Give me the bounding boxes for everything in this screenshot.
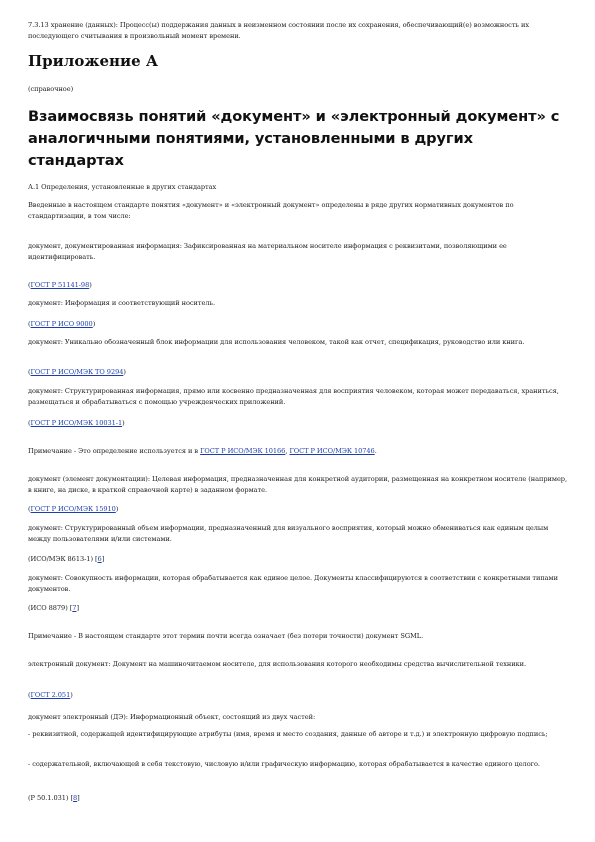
- appendix-note: (справочное): [28, 85, 74, 93]
- ref-close: ]: [76, 604, 79, 612]
- ref-open: (: [28, 368, 31, 376]
- ref-close: ): [89, 281, 92, 289]
- note-1: [28, 446, 568, 457]
- reference-2: [28, 319, 568, 330]
- standard-link[interactable]: ГОСТ Р ИСО/МЭК 10031-1: [30, 419, 123, 427]
- note-text: Примечание - Это определение используется и в: [28, 447, 201, 455]
- ref-close: ): [92, 320, 96, 328]
- ref-close: ): [70, 691, 73, 699]
- ref-open: (: [28, 505, 31, 513]
- ref-open: (: [28, 320, 31, 328]
- note-separator: ,: [285, 447, 290, 455]
- reference-3: [28, 367, 568, 378]
- intro-paragraph: Введенные в настоящем стандарте понятия «документ» и «электронный документ» определены в ряде других нормативных документов по стандартизации, в том числе:: [28, 201, 514, 220]
- ref-open: (: [28, 281, 31, 289]
- definition-4: документ: Структурированная информация, прямо или косвенно предназначенная для восприятия человеком, которая может передаваться, храниться, размещаться и обрабатываться с помощью учрежденческих приложений.: [28, 387, 559, 406]
- note-2: Примечание - В настоящем стандарте этот термин почти всегда означает (без потери точности) документ SGML.: [28, 632, 424, 640]
- bibliography-link[interactable]: 7: [72, 604, 77, 612]
- reference-4: [28, 418, 568, 429]
- reference-9: [28, 793, 568, 804]
- reference-8: [28, 690, 568, 701]
- definition-5: документ (элемент документации): Целевая информация, предназначенная для конкретной аудитории, размещенная на конкретном носителе (например, в книге, на диске, в краткой справочной карте) в заданном формате.: [28, 475, 568, 494]
- top-paragraph: 7.3.13 хранение (данных): Процесс(ы) поддержания данных в неизменном состоянии после их сохранения, обеспечивающий(е) возможность их последующего считывания в произвольный момент времени.: [28, 21, 530, 40]
- standard-link[interactable]: ГОСТ Р ИСО/МЭК 10746: [289, 447, 375, 455]
- bibliography-link[interactable]: 6: [97, 555, 102, 563]
- definition-6: документ: Структурированный объем информации, предназначенный для визуального восприятия, который можно обмениваться как единым целым между пользователями и/или системами.: [28, 524, 549, 543]
- definition-3: документ: Уникально обозначенный блок информации для использования человеком, такой как отчет, спецификация, руководство или книга.: [28, 338, 525, 346]
- standard-link[interactable]: ГОСТ Р ИСО 9000: [30, 320, 93, 328]
- main-heading: Взаимосвязь понятий «документ» и «электронный документ» с аналогичными понятиями, установленными в других стандартах: [28, 108, 560, 169]
- bullet-1: - реквизитной, содержащей идентифицирующие атрибуты (имя, время и место создания, данные об авторе и т.д.) и электронную цифровую подпись;: [28, 730, 548, 738]
- ref-open: (Р 50.1.031) [: [28, 794, 74, 802]
- bullet-2: - содержательной, включающей в себя текстовую, числовую и/или графическую информацию, которая обрабатывается в качестве единого целого.: [28, 760, 540, 768]
- section-title: А.1 Определения, установленные в других стандартах: [28, 183, 217, 191]
- appendix-title: Приложение А: [28, 52, 159, 70]
- reference-6: [28, 554, 568, 565]
- note-end: .: [374, 447, 377, 455]
- reference-1: [28, 280, 568, 291]
- ref-open: (ИСО 8879) [: [28, 604, 73, 612]
- standard-link[interactable]: ГОСТ Р ИСО/МЭК 10166: [200, 447, 286, 455]
- ref-open: (: [28, 691, 31, 699]
- ref-close: ]: [77, 794, 80, 802]
- standard-link[interactable]: ГОСТ 2.051: [30, 691, 71, 699]
- reference-5: [28, 504, 568, 515]
- ref-close: ): [115, 505, 119, 513]
- definition-2: документ: Информация и соответствующий носитель.: [28, 299, 216, 307]
- standard-link[interactable]: ГОСТ Р 51141-98: [30, 281, 90, 289]
- definition-7: документ: Совокупность информации, которая обрабатывается как единое целое. Документы классифицируются в соответствии с конкретными типами документов.: [28, 574, 558, 593]
- definition-8: электронный документ: Документ на машиночитаемом носителе, для использования которого необходимы средства вычислительной техники.: [28, 660, 527, 668]
- bibliography-link[interactable]: 8: [73, 794, 78, 802]
- ref-open: (ИСО/МЭК 8613-1) [: [28, 555, 98, 563]
- reference-7: [28, 603, 568, 614]
- definition-9: документ электронный (ДЭ): Информационный объект, состоящий из двух частей:: [28, 713, 316, 721]
- ref-close: ): [122, 419, 125, 427]
- ref-close: ]: [101, 555, 105, 563]
- ref-open: (: [28, 419, 31, 427]
- definition-1: документ, документированная информация: Зафиксированная на материальном носителе информация с реквизитами, позволяющими ее идентифицировать.: [28, 242, 507, 261]
- standard-link[interactable]: ГОСТ Р ИСО/МЭК 15910: [30, 505, 116, 513]
- standard-link[interactable]: ГОСТ Р ИСО/МЭК ТО 9294: [30, 368, 124, 376]
- ref-close: ): [123, 368, 126, 376]
